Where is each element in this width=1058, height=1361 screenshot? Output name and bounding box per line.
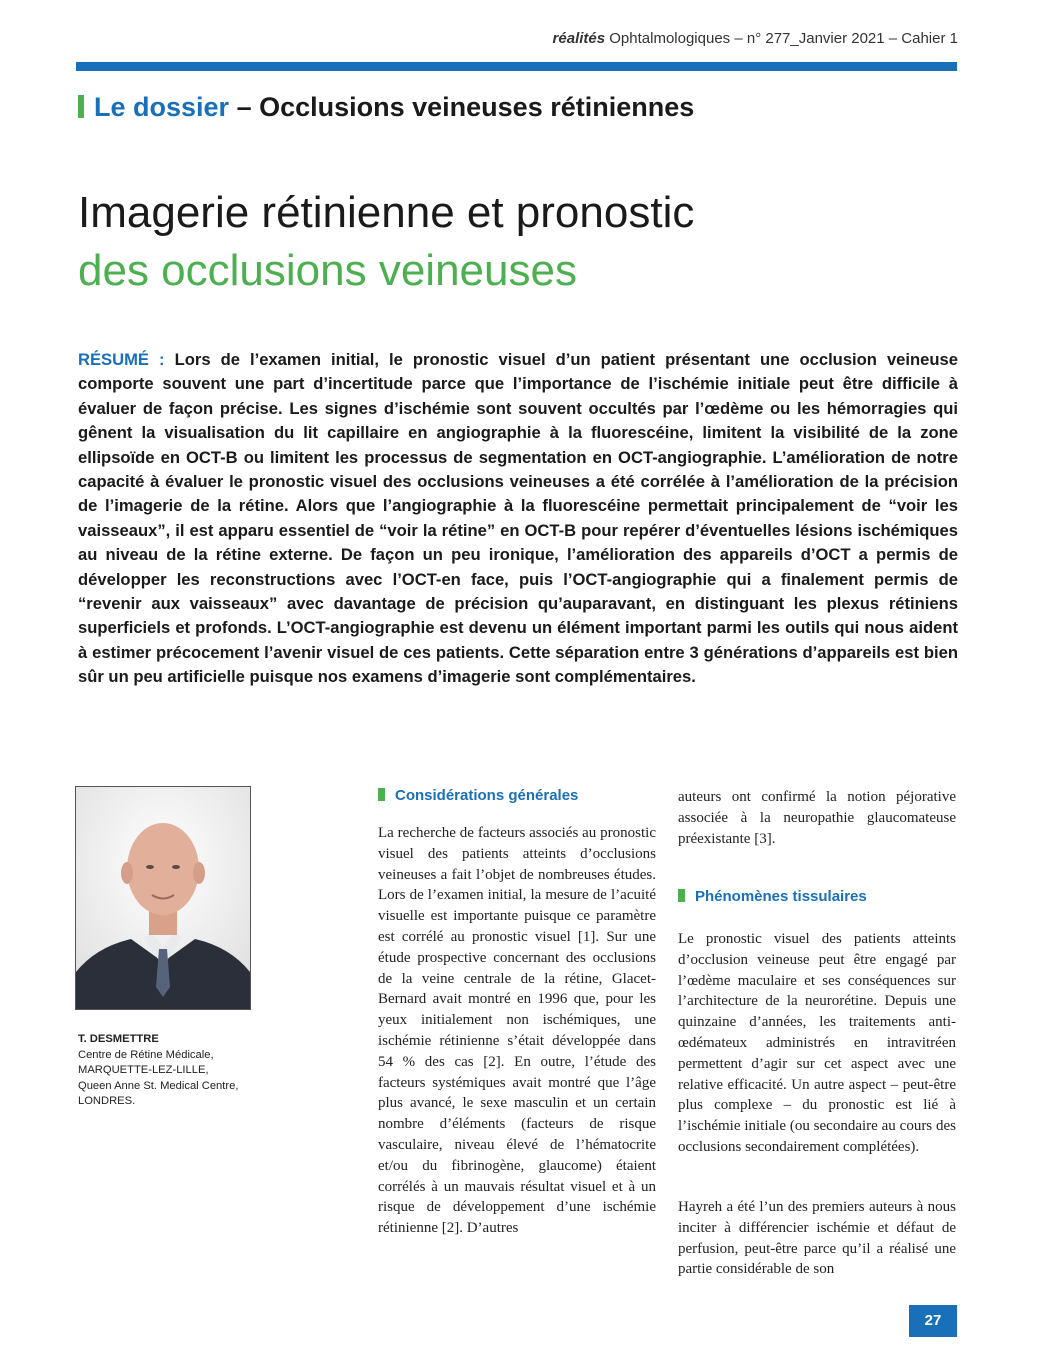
dossier-banner	[78, 92, 694, 123]
section-heading	[378, 787, 578, 804]
header-rule	[76, 62, 957, 71]
abstract	[78, 348, 958, 690]
green-square-icon	[678, 889, 685, 902]
author-city: LONDRES.	[78, 1095, 136, 1107]
author-affiliation: Centre de Rétine Médicale,	[78, 1048, 214, 1061]
dossier-topic: – Occlusions veineuses rétiniennes	[229, 92, 695, 122]
author-city: MARQUETTE-LEZ-LILLE,	[78, 1064, 209, 1076]
page-number: 27	[909, 1305, 957, 1337]
section-heading	[678, 888, 867, 905]
article-title: Imagerie rétinienne et pronostic	[78, 188, 695, 237]
journal-issue: Ophtalmologiques – n° 277_Janvier 2021 – Cahier 1	[605, 30, 958, 47]
section-paragraph: auteurs ont confirmé la notion péjorative associée à la neuropathie glaucomateuse préexistante [3].	[678, 789, 956, 847]
section-heading-text: Considérations générales	[395, 787, 579, 804]
section-paragraph: La recherche de facteurs associés au pronostic visuel des patients atteints d’occlusions veineuses a fait l’objet de nombreuses études. Lors de l’examen initial, la mesure de l’acuité visuelle est importante puisque ce paramètre est corrélé au pronostic visuel [1]. Sur une étude prospective concernant des occlusions de la veine centrale de la rétine, Glacet-Bernard avait montré en 1996 que, pour les yeux initialement non ischémiques, une ischémie rétinienne s’était développée dans 54 % des cas [2]. En outre, l’étude des facteurs systémiques avait montré que l’âge plus avancé, le sexe masculin et un certain nombre d’éléments (facteurs de risque vasculaire, niveau élevé de l’hématocrite et/ou du fibrinogène, glaucome) étaient corrélés à un mauvais résultat visuel et à un risque de développement d’une ischémie rétinienne [2]. D’autres	[378, 825, 656, 1237]
author-block	[78, 1032, 238, 1110]
abstract-text: Lors de l’examen initial, le pronostic visuel d’un patient présentant une occlusion veineuse comporte souvent une part d’incertitude parce que l’importance de l’ischémie initiale peut être difficile à évaluer de façon précise. Les signes d’ischémie sont souvent occultés par l’œdème ou les hémorragies qui gênent la visualisation du lit capillaire en angiographie à la fluorescéine, limitent la visibilité de la zone ellipsoïde en OCT-B ou limitent les processus de segmentation en OCT-angiographie. L’amélioration de notre capacité à évaluer le pronostic visuel des occlusions veineuses a été corrélée à l’amélioration de la précision de l’imagerie de la rétine. Alors que l’angiographie à la fluorescéine permettait principalement de “voir les vaisseaux”, il est apparu essentiel de “voir la rétine” en OCT-B pour repérer d’éventuelles lésions ischémiques au niveau de la rétine externe. De façon un peu ironique, l’amélioration des appareils d’OCT a permis de développer les reconstructions avec l’OCT-en face, puis l’OCT-angiographie qui a finalement permis de “revenir aux vaisseaux” avec davantage de précision qu’auparavant, en distinguant les plexus rétiniens superficiels et profonds. L’OCT-angiographie est devenu un élément important parmi les outils qui nous aident à estimer précocement l’avenir visuel de ces patients. Cette séparation entre 3 générations d’appareils est bien sûr un peu artificielle puisque nos examens d’imagerie sont complémentaires.	[78, 350, 958, 687]
journal-header	[553, 30, 958, 47]
section-paragraph: Hayreh a été l’un des premiers auteurs à nous inciter à différencier ischémie et défaut de perfusion, peut-être parce qu’il a réalisé une partie considérable de son	[678, 1199, 956, 1278]
article-subtitle: des occlusions veineuses	[78, 246, 577, 295]
dossier-label: Le dossier	[94, 92, 230, 122]
section-paragraph: Le pronostic visuel des patients atteints d’occlusion veineuse peut être engagé par l’œdème maculaire et ses conséquences sur l’architecture de la neurorétine. Depuis une quinzaine d’années, les traitements anti-œdémateux administrés en intravitréen permettent d’agir sur cet aspect avec une relative efficacité. Un autre aspect – peut-être plus complexe – du pronostic est lié à l’ischémie initiale (ou secondaire au cours des occlusions secondairement complétées).	[678, 931, 956, 1155]
author-name: T. DESMETTRE	[78, 1033, 159, 1045]
author-photo	[75, 786, 251, 1010]
journal-brand: réalités	[552, 30, 606, 47]
abstract-label: RÉSUMÉ :	[78, 350, 165, 369]
author-affiliation: Queen Anne St. Medical Centre,	[78, 1079, 239, 1092]
green-square-icon	[378, 788, 385, 801]
green-square-icon	[78, 95, 84, 118]
section-heading-text: Phénomènes tissulaires	[695, 888, 867, 905]
